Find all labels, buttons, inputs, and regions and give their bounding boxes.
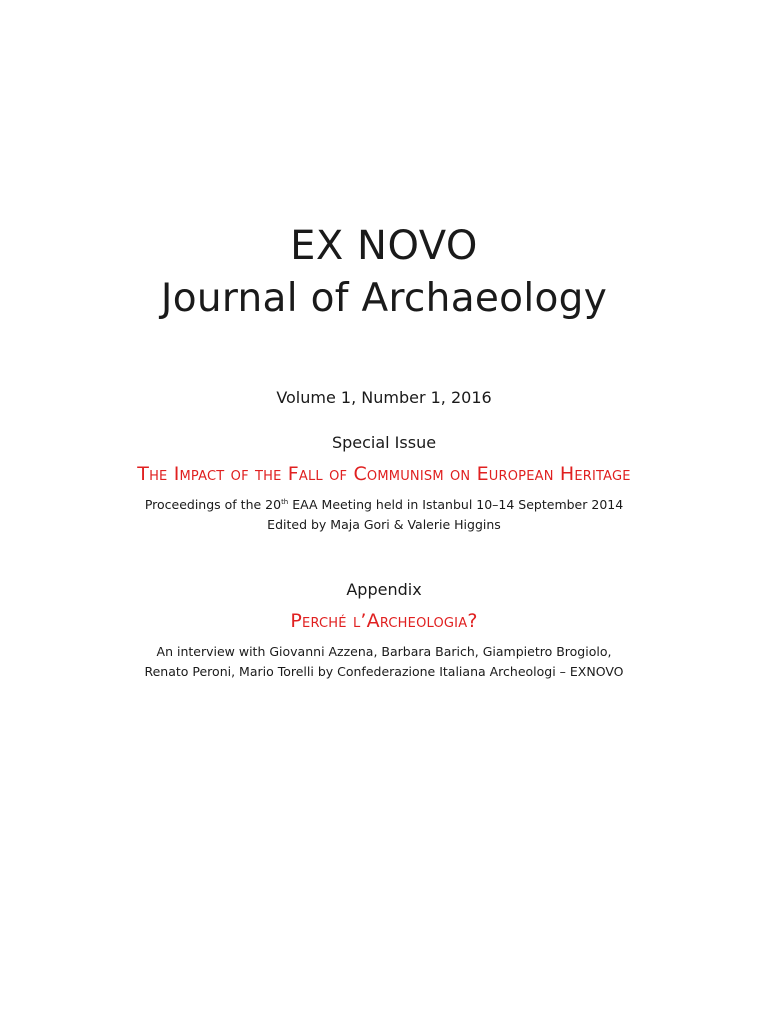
appendix-title: Perché l’Archeologia? <box>290 610 478 632</box>
appendix-label: Appendix <box>346 580 422 599</box>
editors-line: Edited by Maja Gori & Valerie Higgins <box>267 517 501 532</box>
journal-subtitle: Journal of Archaeology <box>160 276 608 321</box>
special-issue-label: Special Issue <box>331 433 437 452</box>
volume-number-year: Volume 1, Number 1, 2016 <box>276 388 492 407</box>
interview-participants-line-1: An interview with Giovanni Azzena, Barbara Barich, Giampietro Brogiolo, <box>156 644 612 659</box>
proceedings-ordinal: th <box>281 498 289 506</box>
journal-title-block <box>0 222 768 328</box>
interview-participants-line-2: Renato Peroni, Mario Torelli by Confederazione Italiana Archeologi – EXNOVO <box>144 664 624 679</box>
special-issue-title: The Impact of the Fall of Communism on European Heritage <box>137 463 631 485</box>
proceedings-suffix: EAA Meeting held in Istanbul 10–14 September 2014 <box>288 497 624 512</box>
proceedings-line <box>0 495 768 514</box>
journal-name: EX NOVO <box>290 223 478 269</box>
proceedings-prefix: Proceedings of the 20 <box>144 497 282 512</box>
